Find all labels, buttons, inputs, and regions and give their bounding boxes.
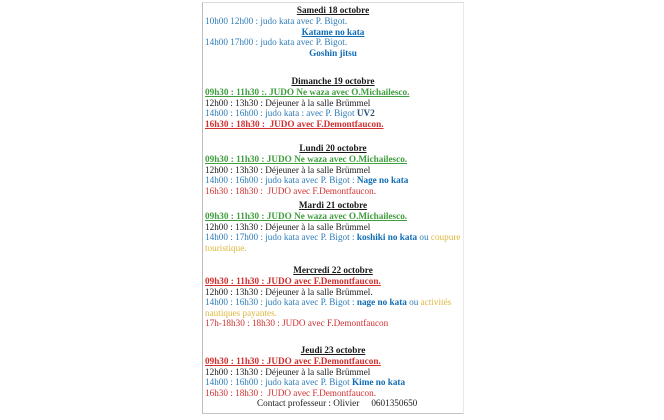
schedule-line	[203, 119, 463, 129]
text-segment: ou	[406, 297, 421, 308]
text-segment: 14h00 : 16h00 : judo kata avec P. Bigot	[205, 377, 352, 388]
day-heading: Samedi 18 octobre	[296, 5, 370, 15]
text-segment: 09h30 : 11h30 : JUDO Ne waza avec O.Michailesco.	[205, 154, 408, 165]
text-segment: 14h00 : 16h00 : judo kata : avec P. Bigot	[205, 108, 357, 119]
text-segment: 16h30 : 18h30 : JUDO avec F.Demontfaucon.	[205, 185, 376, 196]
schedule-line	[203, 165, 463, 175]
text-segment: 10h00 12h00 : judo kata avec P. Bigot.	[205, 16, 348, 27]
text-segment: 12h00 : 13h30 : Déjeuner à la salle Brümmel	[205, 97, 371, 108]
schedule-line	[203, 318, 463, 328]
day-heading: Mercredi 22 octobre	[293, 265, 373, 275]
schedule-line	[203, 377, 463, 387]
text-segment: 12h00 : 13h30 : Déjeuner à la salle Brümmel.	[205, 286, 373, 297]
schedule-line	[203, 211, 463, 221]
text-segment: 12h00 : 13h30 : Déjeuner à la salle Brümmel	[205, 164, 371, 175]
text-segment: 14h00 : 17h00 : judo kata avec P. Bigot :	[205, 232, 357, 243]
text-segment: 12h00 : 13h30 : Déjeuner à la salle Brümmel	[205, 366, 371, 377]
schedule-line	[203, 98, 463, 108]
text-segment: 09h30 : 11h30 : JUDO avec F.Demontfaucon.	[205, 276, 381, 287]
day-section	[203, 143, 463, 196]
schedule-line	[203, 87, 463, 97]
text-segment: Kime no kata	[352, 377, 406, 388]
text-segment: nage no kata	[356, 297, 407, 308]
text-segment: 16h30 : 18h30 : JUDO avec F.Demontfaucon.	[205, 118, 384, 129]
day-heading: Dimanche 19 octobre	[291, 76, 375, 86]
text-segment: koshiki no kata	[356, 232, 418, 243]
text-segment: activités nautiques payantes.	[205, 297, 454, 318]
schedule-line	[203, 356, 463, 366]
text-segment: 14h00 17h00 : judo kata avec P. Bigot.	[205, 37, 348, 48]
text-segment: ou	[417, 232, 431, 243]
text-segment: 09h30 : 11h30 :. JUDO Ne waza avec O.Michailesco.	[205, 87, 410, 98]
schedule-line	[203, 175, 463, 185]
day-section	[203, 345, 463, 398]
text-segment: Goshin jitsu	[309, 47, 357, 58]
schedule-line	[203, 37, 463, 47]
schedule-line	[203, 154, 463, 164]
text-segment: 12h00 : 13h30 : Déjeuner à la salle Brümmel	[205, 221, 371, 232]
text-segment: 09h30 : 11h30 : JUDO avec F.Demontfaucon.	[205, 356, 381, 367]
text-segment: 09h30 : 11h30 : JUDO Ne waza avec O.Michailesco.	[205, 211, 408, 222]
schedule-line	[203, 367, 463, 377]
schedule-line	[203, 297, 463, 318]
day-section	[203, 265, 463, 328]
day-heading: Jeudi 23 octobre	[300, 345, 366, 355]
text-segment: UV2	[356, 108, 375, 119]
day-section	[203, 5, 463, 58]
schedule-line	[203, 287, 463, 297]
schedule-line	[203, 48, 463, 58]
schedule-line	[203, 232, 463, 253]
schedule-line	[203, 276, 463, 286]
text-segment: Katame no kata	[301, 26, 365, 37]
day-heading: Lundi 20 octobre	[299, 143, 367, 153]
day-heading: Mardi 21 octobre	[298, 200, 368, 210]
schedule-line	[203, 222, 463, 232]
text-segment: 16h30 : 18h30 : JUDO avec F.Demontfaucon.	[205, 387, 376, 398]
text-segment: 14h00 : 16h00 : judo kata avec P. Bigot :	[205, 175, 357, 186]
schedule-line	[203, 27, 463, 37]
text-segment: Nage no kata	[356, 175, 409, 186]
schedule-line	[203, 108, 463, 118]
schedule-line	[203, 186, 463, 196]
text-segment: coupure touristique.	[205, 232, 463, 253]
text-segment: 17h-18h30 : 18h30 : JUDO avec F.Demontfaucon	[205, 318, 389, 329]
text-segment: 14h00 : 16h30 : judo kata avec P. Bigot :	[205, 297, 357, 308]
schedule-line	[203, 16, 463, 26]
schedule-document	[202, 2, 464, 414]
day-section	[203, 200, 463, 253]
day-section	[203, 76, 463, 129]
contact-footer	[203, 398, 463, 408]
schedule-line	[203, 388, 463, 398]
contact-label: Contact professeur : Olivier	[257, 398, 360, 408]
contact-phone: 0601350650	[371, 398, 418, 408]
